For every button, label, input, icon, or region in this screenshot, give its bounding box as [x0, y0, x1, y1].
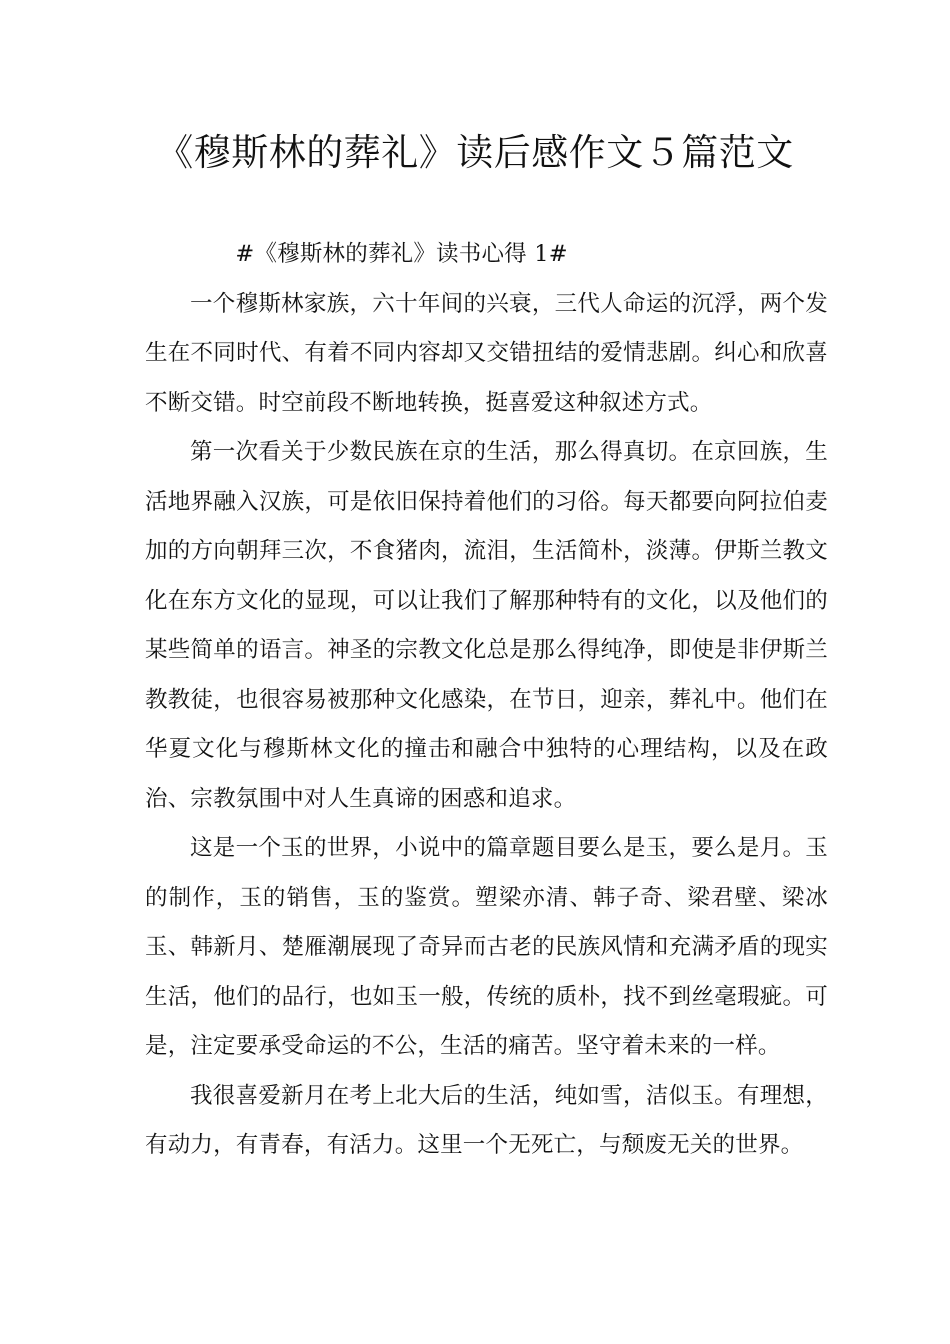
paragraph-1: 一个穆斯林家族，六十年间的兴衰，三代人命运的沉浮，两个发生在不同时代、有着不同内容却又交错扭结的爱情悲剧。纠心和欣喜不断交错。时空前段不断地转换，挺喜爱这种叙述方式。 [145, 290, 828, 416]
paragraph-4: 我很喜爱新月在考上北大后的生活，纯如雪，洁似玉。有理想，有动力，有青春，有活力。这里一个无死亡，与颓废无关的世界。 [145, 1082, 828, 1158]
section-heading-text: #《穆斯林的葬礼》读书心得 1# [235, 241, 568, 267]
paragraph-3: 这是一个玉的世界，小说中的篇章题目要么是玉，要么是月。玉的制作，玉的销售，玉的鉴赏。塑梁亦清、韩子奇、梁君壁、梁冰玉、韩新月、楚雁潮展现了奇异而古老的民族风情和充满矛盾的现实生活，他们的品行，也如玉一般，传统的质朴，找不到丝毫瑕疵。可是，注定要承受命运的不公，生活的痛苦。坚守着未来的一样。 [145, 835, 828, 1059]
document-body [145, 230, 828, 1171]
document-title: 《穆斯林的葬礼》读后感作文５篇范文 [156, 131, 794, 174]
section-heading [145, 230, 828, 280]
paragraph-2: 第一次看关于少数民族在京的生活，那么得真切。在京回族，生活地界融入汉族，可是依旧保持着他们的习俗。每天都要向阿拉伯麦加的方向朝拜三次，不食猪肉，流泪，生活简朴，淡薄。伊斯兰教文化在东方文化的显现，可以让我们了解那种特有的文化，以及他们的某些简单的语言。神圣的宗教文化总是那么得纯净，即使是非伊斯兰教教徒，也很容易被那种文化感染，在节日，迎亲，葬礼中。他们在华夏文化与穆斯林文化的撞击和融合中独特的心理结构，以及在政治、宗教氛围中对人生真谛的困惑和追求。 [145, 439, 828, 812]
